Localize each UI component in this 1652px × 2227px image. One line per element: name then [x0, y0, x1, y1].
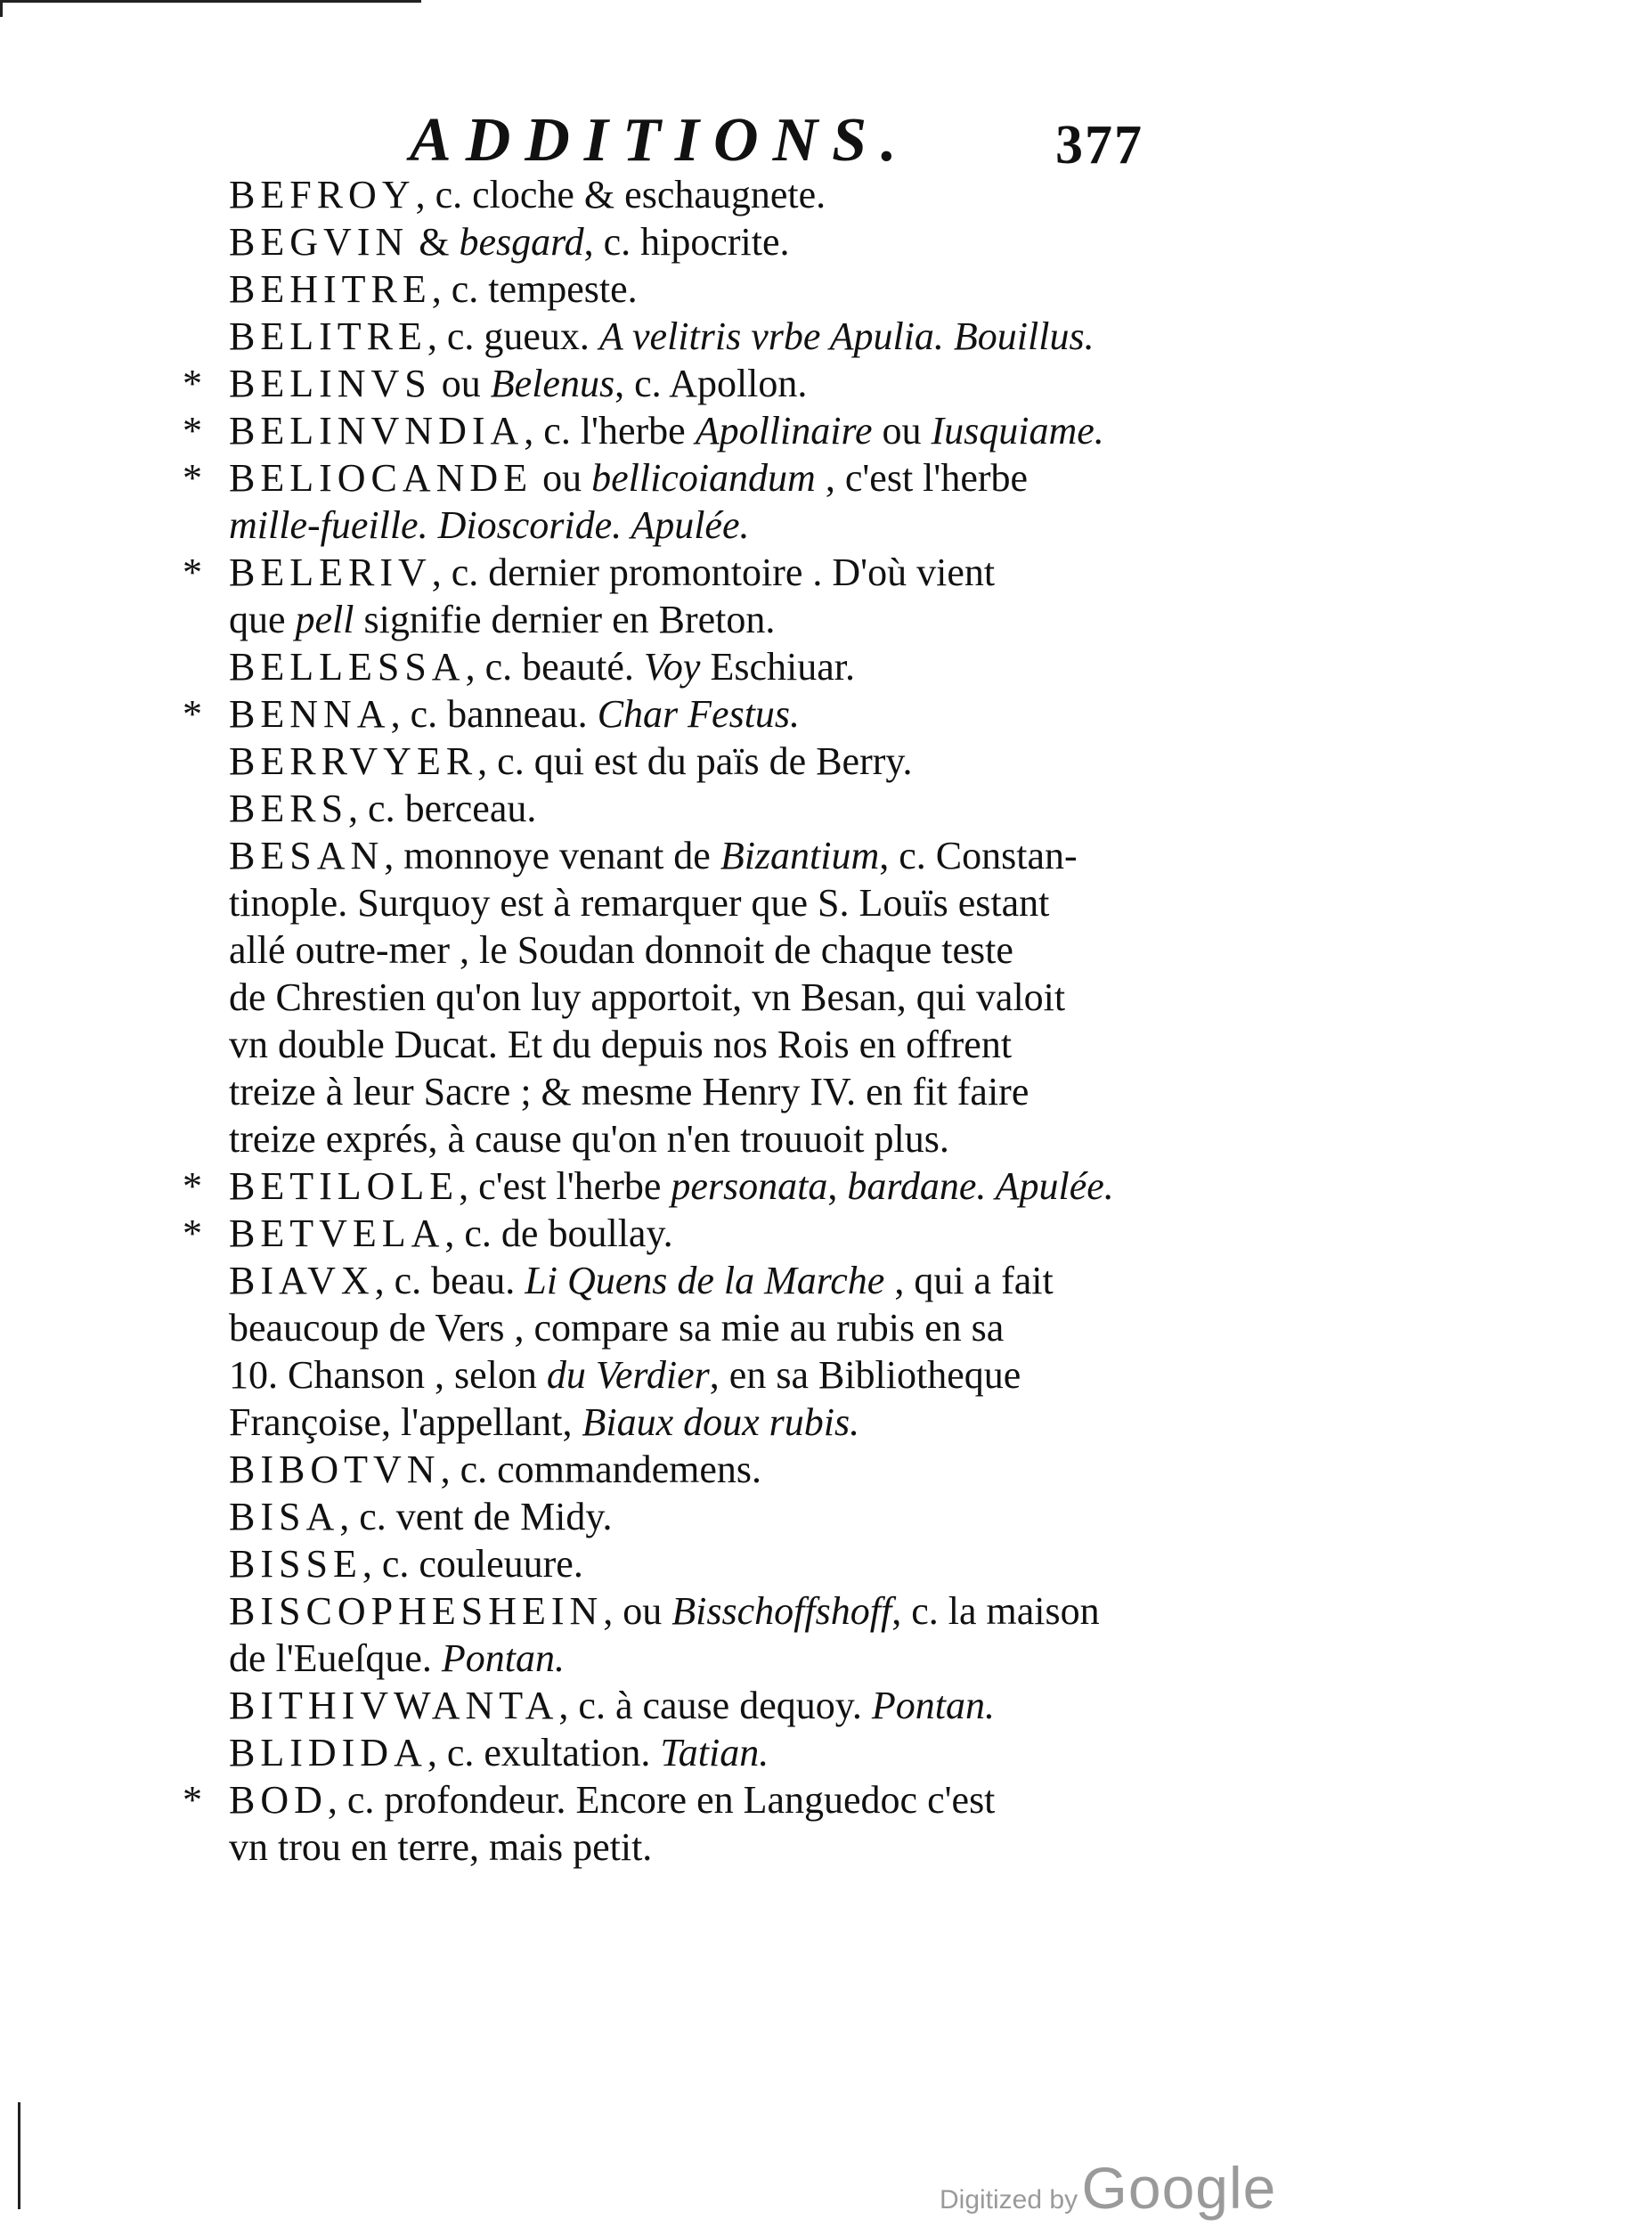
entry-line	[183, 1257, 1180, 1304]
page-edge-top	[0, 0, 421, 17]
entry-line	[183, 643, 1180, 690]
italic-text: personata	[671, 1164, 828, 1208]
entry-line	[183, 1776, 1180, 1823]
headword: BISA	[229, 1495, 340, 1538]
page-edge-left	[18, 2102, 20, 2209]
headword: BEFROY	[229, 173, 416, 216]
entry-line	[183, 926, 1180, 974]
entry-line	[183, 832, 1180, 879]
headword: BESAN	[229, 834, 385, 877]
italic-text: Iusquiame.	[931, 409, 1104, 453]
headword: BELINVNDIA	[229, 409, 525, 453]
italic-text: Voy	[643, 645, 701, 689]
asterisk-marker: *	[183, 692, 202, 736]
entry-text: , c. dernier promontoire . D'où vient	[431, 551, 996, 594]
headword: BERRVYER	[229, 739, 478, 783]
entry-text: , c. cloche & eschaugnete.	[415, 173, 826, 216]
entry-text: de l'Eueſque.	[229, 1636, 442, 1680]
italic-text: A velitris vrbe Apulia. Bouillus.	[598, 314, 1095, 358]
entry-text: 10. Chanson , selon	[229, 1353, 547, 1397]
entry-line	[183, 785, 1180, 832]
italic-text: pell	[295, 598, 354, 641]
headword: BEHITRE	[229, 267, 432, 311]
watermark-brand: Google	[1081, 2155, 1277, 2221]
asterisk-marker: *	[183, 456, 202, 500]
entry-line	[183, 879, 1180, 926]
headword: BENNA	[229, 692, 391, 736]
italic-text: Belenus	[490, 362, 615, 405]
entry-text: , c. Apollon.	[614, 362, 808, 405]
entry-line	[183, 1682, 1180, 1729]
asterisk-marker: *	[183, 1211, 202, 1255]
entry-text: vn trou en terre, mais petit.	[229, 1825, 653, 1869]
entry-line	[183, 1115, 1180, 1162]
entry-text: tinople. Surquoy est à remarquer que S. Louïs estant	[229, 881, 1050, 925]
entry-text: de Chrestien qu'on luy apportoit, vn Besan, qui valoit	[229, 975, 1066, 1019]
italic-text: Tatian.	[660, 1731, 769, 1774]
italic-text: Bisschoffshoff	[671, 1589, 892, 1633]
entry-text: Eschiuar.	[700, 645, 855, 689]
entry-text: &	[409, 220, 460, 264]
headword: BISSE	[229, 1542, 362, 1586]
entry-line	[183, 974, 1180, 1021]
entry-text: , c. l'herbe	[524, 409, 696, 453]
asterisk-marker: *	[183, 1164, 202, 1208]
entry-line	[183, 738, 1180, 785]
entry-text: , c. hipocrite.	[583, 220, 790, 264]
headword: BOD	[229, 1778, 328, 1822]
asterisk-marker: *	[183, 362, 202, 405]
headword: BELITRE	[229, 314, 427, 358]
entry-text: , c. gueux.	[427, 314, 599, 358]
italic-text: Pontan.	[871, 1684, 995, 1727]
entry-text: , qui a fait	[884, 1259, 1054, 1302]
entry-text: , c'est l'herbe	[459, 1164, 671, 1208]
entry-line	[183, 1399, 1180, 1446]
entry-text: , c. de boullay.	[444, 1211, 673, 1255]
entry-text: , ou	[603, 1589, 672, 1633]
asterisk-marker: *	[183, 551, 202, 594]
entry-text: , c. commandemens.	[440, 1448, 762, 1491]
entry-line	[183, 218, 1180, 265]
headword: BEGVIN	[229, 220, 410, 264]
entry-line	[183, 690, 1180, 738]
italic-text: bellicoiandum	[591, 456, 816, 500]
entry-text: que	[229, 598, 296, 641]
entry-line	[183, 502, 1180, 549]
italic-text: Apollinaire	[695, 409, 873, 453]
entry-line	[183, 1493, 1180, 1540]
entry-line	[183, 1304, 1180, 1351]
headword: BERS	[229, 787, 349, 830]
asterisk-marker: *	[183, 1778, 202, 1822]
entry-line	[183, 1446, 1180, 1493]
entry-text: , c'est l'herbe	[815, 456, 1029, 500]
entry-text: , monnoye venant de	[384, 834, 720, 877]
entry-line	[183, 1587, 1180, 1635]
entry-text: , c. beau.	[374, 1259, 525, 1302]
entry-line	[183, 454, 1180, 502]
entry-line	[183, 1210, 1180, 1257]
headword: BELERIV	[229, 551, 432, 594]
entry-text: , en sa Bibliotheque	[709, 1353, 1021, 1397]
asterisk-marker: *	[183, 409, 202, 453]
entry-text: ou	[872, 409, 932, 453]
entry-text: signifie dernier en Breton.	[354, 598, 776, 641]
entry-text: , c. berceau.	[348, 787, 537, 830]
italic-text: besgard	[459, 220, 584, 264]
entry-line	[183, 265, 1180, 313]
headword: BELLESSA	[229, 645, 466, 689]
entry-text: ou	[533, 456, 592, 500]
entry-line	[183, 171, 1180, 218]
headword: BETVELA	[229, 1211, 445, 1255]
dictionary-entries	[183, 171, 1180, 1871]
italic-text: Biaux doux rubis.	[582, 1400, 860, 1444]
italic-text: du Verdier	[546, 1353, 710, 1397]
headword: BELINVS	[229, 362, 432, 405]
entry-text: , c. profondeur. Encore en Languedoc c'est	[327, 1778, 996, 1822]
italic-text: mille-fueille. Dioscoride. Apulée.	[229, 503, 750, 547]
entry-line	[183, 1068, 1180, 1115]
entry-text: beaucoup de Vers , compare sa mie au rubis en sa	[229, 1306, 1005, 1350]
italic-text: Bizantium	[720, 834, 880, 877]
italic-text: bardane. Apulée.	[847, 1164, 1114, 1208]
entry-line	[183, 549, 1180, 596]
headword: BIAVX	[229, 1259, 375, 1302]
headword: BIBOTVN	[229, 1448, 441, 1491]
entry-line	[183, 1540, 1180, 1587]
italic-text: Li Quens de la Marche	[525, 1259, 885, 1302]
entry-text: ,	[827, 1164, 848, 1208]
entry-text: treize à leur Sacre ; & mesme Henry IV. en fit faire	[229, 1070, 1029, 1114]
entry-text: , c. à cause dequoy.	[558, 1684, 872, 1727]
entry-line	[183, 1162, 1180, 1210]
headword: BLIDIDA	[229, 1731, 427, 1774]
entry-text: , c. exultation.	[427, 1731, 661, 1774]
entry-text: , c. vent de Midy.	[339, 1495, 613, 1538]
entry-text: vn double Ducat. Et du depuis nos Rois en offrent	[229, 1023, 1013, 1066]
entry-line	[183, 313, 1180, 360]
entry-text: ou	[431, 362, 491, 405]
entry-text: , c. couleuure.	[362, 1542, 583, 1586]
running-head: ADDITIONS.	[410, 106, 911, 175]
headword: BISCOPHESHEIN	[229, 1589, 604, 1633]
page-number: 377	[1055, 115, 1143, 175]
digitized-by-google-watermark	[940, 2154, 1276, 2222]
watermark-prefix: Digitized by	[940, 2185, 1078, 2215]
entry-text: , c. beauté.	[465, 645, 644, 689]
entry-line	[183, 360, 1180, 407]
entry-text: Françoise, l'appellant,	[229, 1400, 582, 1444]
headword: BELIOCANDE	[229, 456, 533, 500]
entry-text: , c. la maison	[891, 1589, 1100, 1633]
entry-text: , c. qui est du païs de Berry.	[477, 739, 913, 783]
entry-text: treize exprés, à cause qu'on n'en trouuoit plus.	[229, 1117, 949, 1161]
entry-line	[183, 1021, 1180, 1068]
entry-text: , c. banneau.	[390, 692, 598, 736]
entry-line	[183, 1729, 1180, 1776]
headword: BITHIVWANTA	[229, 1684, 559, 1727]
entry-line	[183, 1823, 1180, 1871]
entry-text: , c. Constan-	[879, 834, 1078, 877]
italic-text: Pontan.	[441, 1636, 565, 1680]
entry-text: , c. tempeste.	[431, 267, 638, 311]
entry-line	[183, 1351, 1180, 1399]
entry-line	[183, 1635, 1180, 1682]
headword: BETILOLE	[229, 1164, 460, 1208]
entry-line	[183, 596, 1180, 643]
entry-line	[183, 407, 1180, 454]
entry-text: allé outre-mer , le Soudan donnoit de chaque teste	[229, 928, 1013, 972]
italic-text: Char Festus.	[597, 692, 801, 736]
